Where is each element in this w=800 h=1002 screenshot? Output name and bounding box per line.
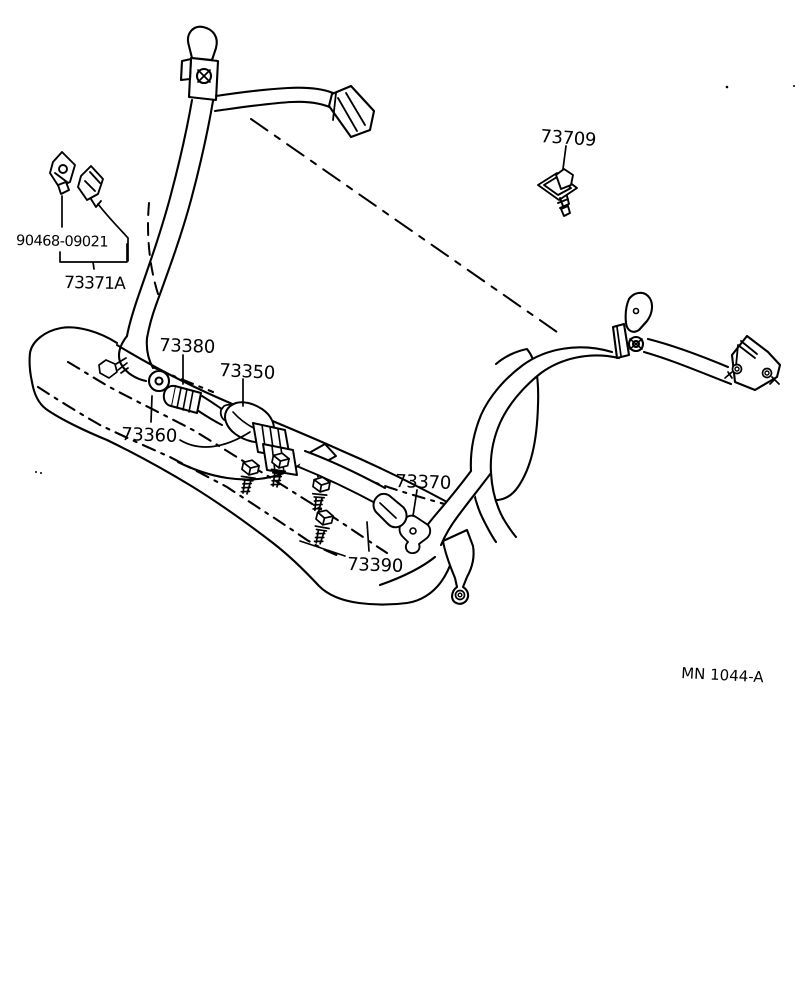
speck <box>40 472 42 474</box>
screw-part-tip <box>58 182 69 194</box>
speck <box>35 471 37 473</box>
leader-73390-a <box>367 522 369 551</box>
bolt-head <box>99 360 117 378</box>
part-label-73380: 73380 <box>158 335 216 358</box>
lap-belt-fill <box>299 451 385 505</box>
leader-73370 <box>413 490 417 516</box>
upper-anchor-tab <box>181 59 191 80</box>
upper-anchor-hook <box>188 27 217 60</box>
speck <box>726 86 729 89</box>
lap-belt-end-capsule <box>374 494 407 527</box>
retractor-bolt-right-icon <box>763 369 772 378</box>
part-label-73360: 73360 <box>120 424 178 447</box>
shoulder-strap-lower-edge <box>215 102 334 111</box>
cushion-seam-dash-a <box>68 362 387 553</box>
shoulder-strap-upper-edge <box>216 88 333 96</box>
retractor-bolt-left-icon <box>733 365 742 374</box>
scan-specks <box>35 85 795 474</box>
cover-leader-line <box>98 204 128 261</box>
cluster-bolt-1-icon <box>237 459 260 496</box>
part-label-73350: 73350 <box>218 360 276 384</box>
cluster-bolt-3-icon <box>309 476 331 512</box>
leader-73360-a <box>151 396 152 422</box>
part-labels <box>16 126 765 686</box>
leader-73390-b <box>300 541 345 556</box>
seat-back-dash-line <box>251 119 557 332</box>
retractor-strap-fill <box>644 339 731 384</box>
belt-webbing-left-edge <box>127 100 192 336</box>
child-anchor-part <box>538 146 577 216</box>
floor-anchor-strap <box>443 530 474 604</box>
speck <box>793 85 795 87</box>
center-belt-cluster <box>164 386 407 545</box>
part-label-73371A: 73371A <box>63 273 126 295</box>
anchor-leader-line <box>563 146 566 169</box>
anchor-bolt-tip <box>561 206 570 216</box>
upper-anchor-plate <box>189 58 218 100</box>
belt-to-anchor-edges <box>483 518 516 542</box>
figure-code-label: MN 1044-A <box>680 664 765 687</box>
part-label-73709: 73709 <box>539 126 597 151</box>
part-label-73390: 73390 <box>346 554 404 577</box>
belt-webbing-right-edge <box>147 101 213 338</box>
cluster-bolt-4-icon <box>310 508 334 545</box>
part-label-73370: 73370 <box>394 471 452 494</box>
part-label-90468-09021: 90468-09021 <box>15 233 109 251</box>
right-belt-assembly <box>400 293 780 604</box>
screw-part-icon <box>50 152 75 187</box>
left-belt-assembly <box>99 27 374 391</box>
fastener-clips <box>50 152 128 269</box>
seat-back-outline <box>148 119 557 332</box>
